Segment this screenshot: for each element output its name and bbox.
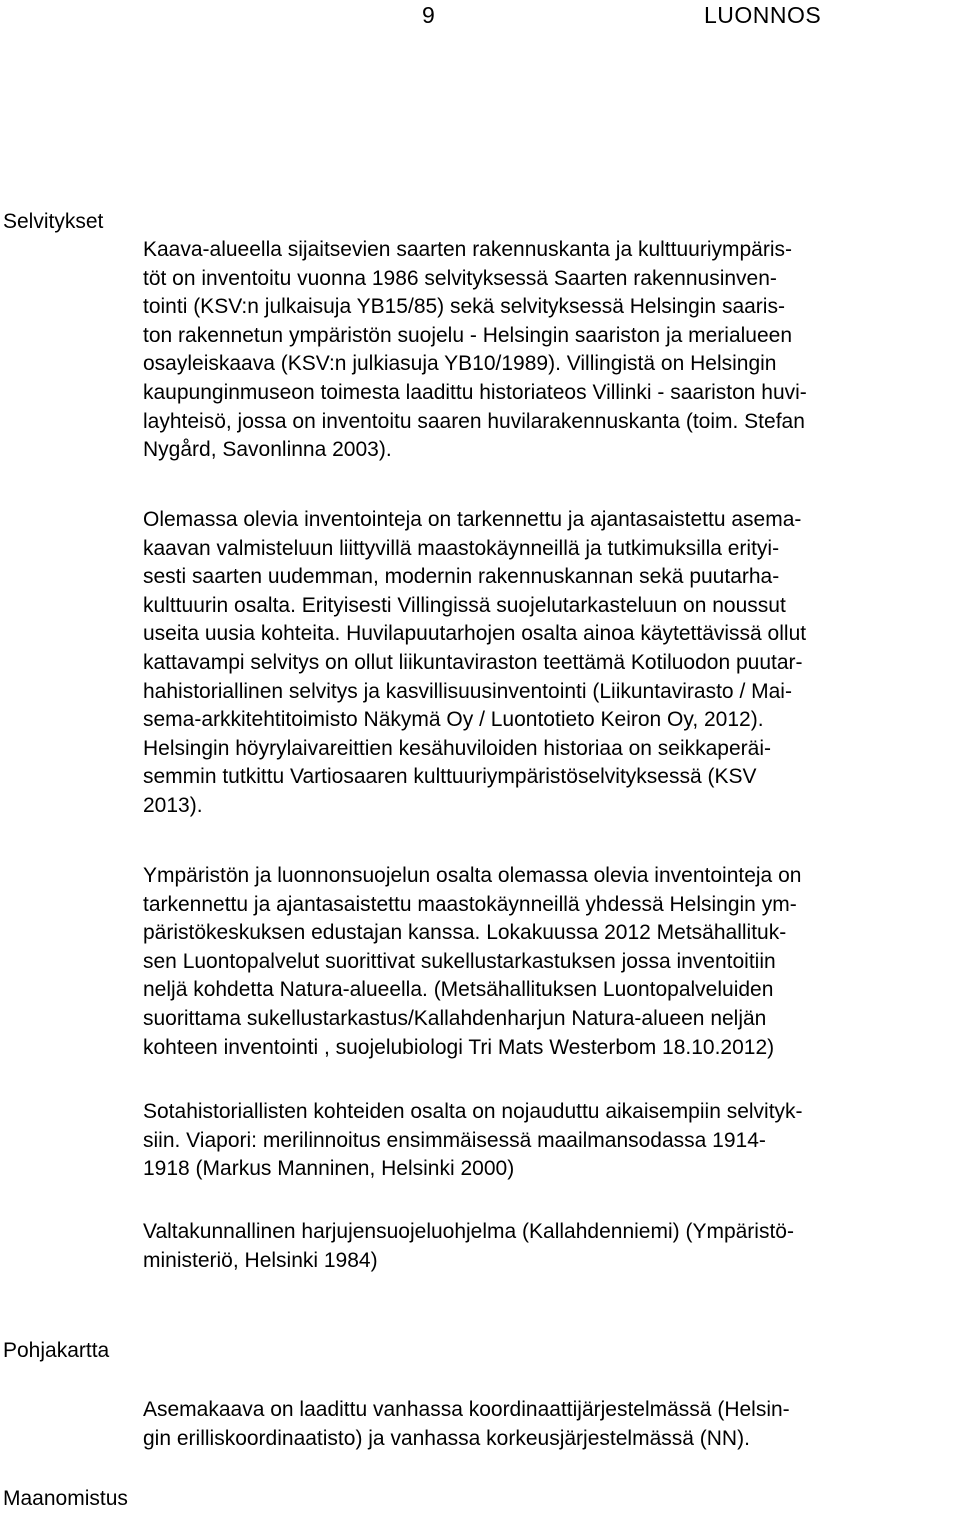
text-line: töt on inventoitu vuonna 1986 selvityksessä Saarten rakennusinven-: [143, 266, 777, 290]
text-line: sesti saarten uudemman, modernin rakennuskannan sekä puutarha-: [143, 565, 780, 589]
document-status-label: LUONNOS: [704, 2, 822, 28]
section-label-selvitykset: Selvitykset: [3, 210, 104, 233]
text-line: Kaava-alueella sijaitsevien saarten rakennuskanta ja kulttuuriympäris-: [143, 238, 793, 261]
text-line: suorittama sukellustarkastus/Kallahdenharjun Natura-alueen neljän: [143, 1006, 767, 1030]
text-line: Asemakaava on laadittu vanhassa koordinaattijärjestelmässä (Helsin-: [143, 1398, 790, 1421]
text-line: useita uusia kohteita. Huvilapuutarhojen osalta ainoa käytettävissä ollut: [143, 622, 807, 646]
text-line: osayleiskaava (KSV:n julkiasuja YB10/1989). Villingistä on Helsingin: [143, 352, 777, 376]
text-line: tointi (KSV:n julkaisuja YB15/85) sekä selvityksessä Helsingin saaris-: [143, 295, 785, 319]
paragraph: [143, 506, 960, 821]
text-line: kaavan valmisteluun liittyvillä maastokäynneillä ja tutkimuksilla erityi-: [143, 536, 780, 560]
text-line: kohteen inventointi , suojelubiologi Tri Mats Westerbom 18.10.2012): [143, 1035, 775, 1059]
paragraph: [143, 1098, 960, 1184]
text-line: Ympäristön ja luonnonsuojelun osalta olemassa olevia inventointeja on: [143, 864, 802, 887]
text-line: sema-arkkitehtitoimisto Näkymä Oy / Luontotieto Keiron Oy, 2012).: [143, 708, 764, 732]
text-line: päristökeskuksen edustajan kanssa. Lokakuussa 2012 Metsähallituk-: [143, 921, 787, 945]
paragraph: [143, 862, 960, 1062]
text-line: Valtakunnallinen harjujensuojeluohjelma (Kallahdenniemi) (Ympäristö-: [143, 1220, 794, 1243]
text-line: tarkennettu ja ajantasaistettu maastokäynneillä yhdessä Helsingin ym-: [143, 892, 797, 916]
section-label-pohjakartta: Pohjakartta: [3, 1339, 110, 1362]
text-line: Nygård, Savonlinna 2003).: [143, 438, 392, 462]
text-line: semmin tutkittu Vartiosaaren kulttuuriympäristöselvityksessä (KSV: [143, 765, 757, 789]
text-line: hahistoriallinen selvitys ja kasvillisuusinventointi (Liikuntavirasto / Mai-: [143, 679, 792, 703]
paragraph: [143, 236, 960, 465]
text-line: sen Luontopalvelut suorittivat sukellustarkastuksen jossa inventoitiin: [143, 949, 776, 973]
text-line: Olemassa olevia inventointeja on tarkennettu ja ajantasaistettu asema-: [143, 508, 802, 531]
text-line: ton rakennetun ympäristön suojelu - Helsingin saariston ja merialueen: [143, 323, 793, 347]
page-number: 9: [422, 2, 435, 28]
text-line: layhteisö, jossa on inventoitu saaren huvilarakennuskanta (toim. Stefan: [143, 409, 805, 433]
text-line: Sotahistoriallisten kohteiden osalta on nojauduttu aikaisempiin selvityk-: [143, 1100, 803, 1123]
section-label-maanomistus: Maanomistus: [3, 1487, 128, 1510]
text-line: 1918 (Markus Manninen, Helsinki 2000): [143, 1157, 515, 1181]
text-line: kaupunginmuseon toimesta laadittu historiateos Villinki - saariston huvi-: [143, 380, 807, 404]
paragraph: [143, 1396, 960, 1453]
text-line: ministeriö, Helsinki 1984): [143, 1248, 378, 1272]
text-line: neljä kohdetta Natura-alueella. (Metsähallituksen Luontopalveluiden: [143, 978, 774, 1002]
text-line: siin. Viapori: merilinnoitus ensimmäisessä maailmansodassa 1914-: [143, 1128, 766, 1152]
text-line: kattavampi selvitys on ollut liikuntaviraston teettämä Kotiluodon puutar-: [143, 650, 803, 674]
text-line: gin erilliskoordinaatisto) ja vanhassa korkeusjärjestelmässä (NN).: [143, 1426, 750, 1450]
paragraph: [143, 1218, 960, 1275]
text-line: kulttuurin osalta. Erityisesti Villingissä suojelutarkasteluun on noussut: [143, 593, 786, 617]
text-line: Helsingin höyrylaivareittien kesähuviloiden historiaa on seikkaperäi-: [143, 736, 772, 760]
text-line: 2013).: [143, 793, 203, 817]
